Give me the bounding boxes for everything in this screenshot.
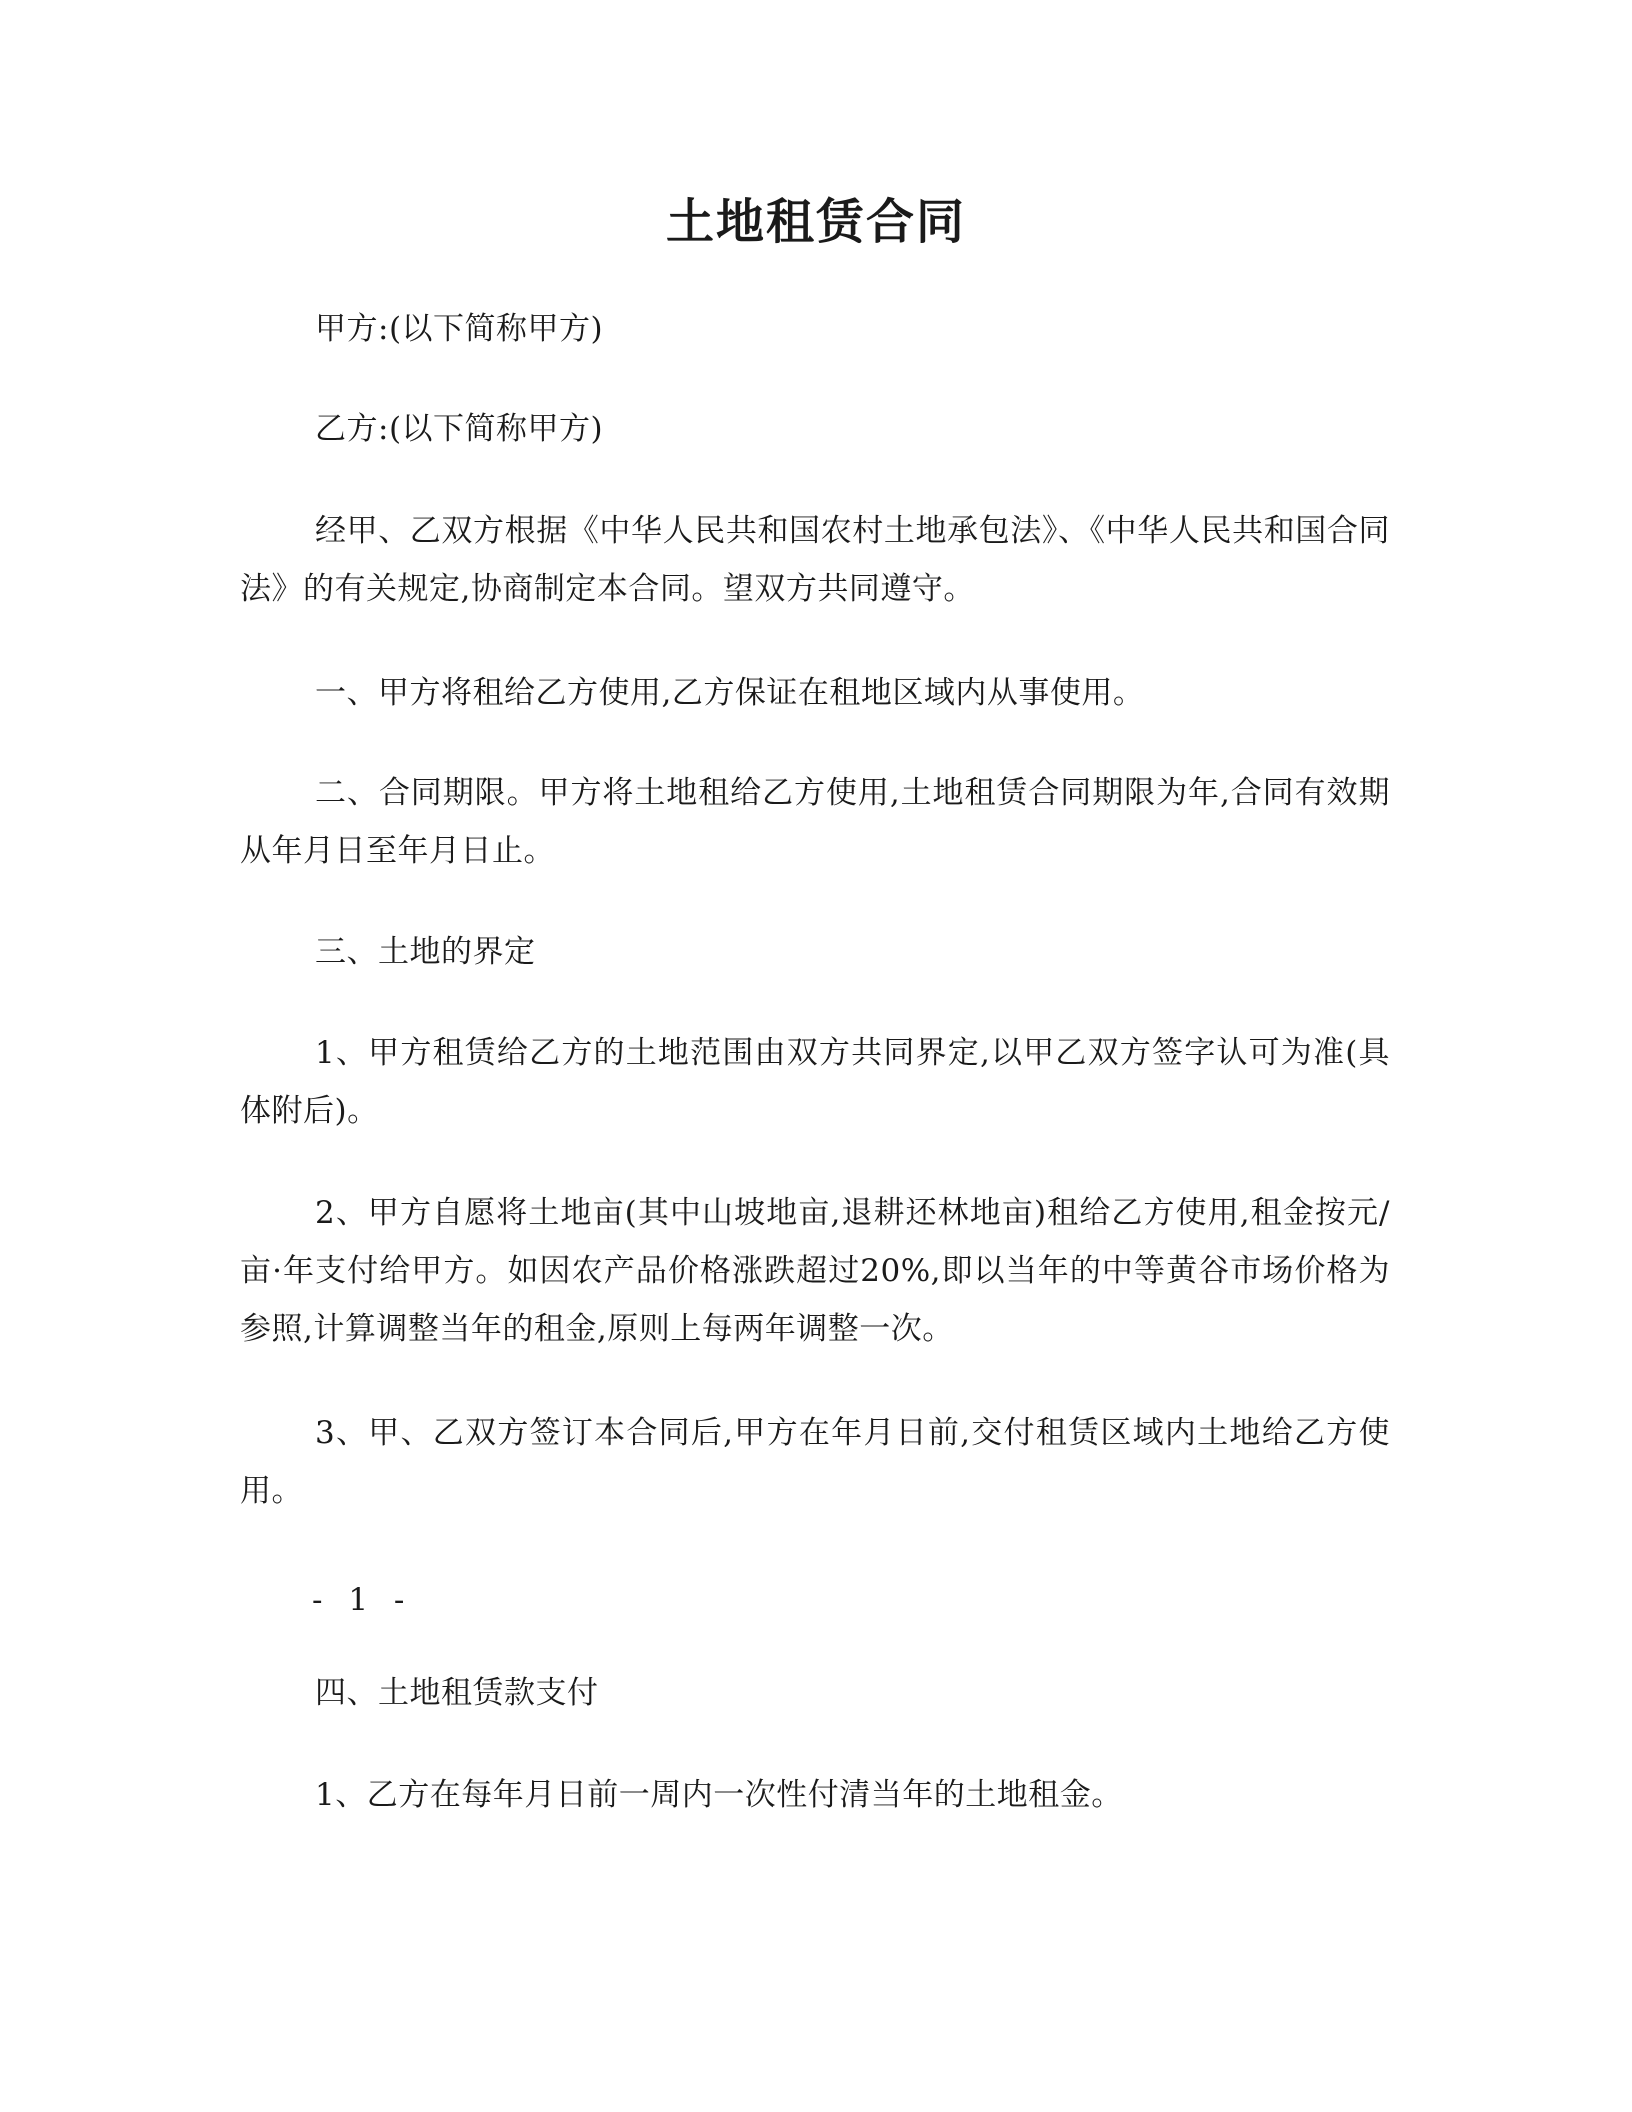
preamble-paragraph: 经甲、乙双方根据《中华人民共和国农村土地承包法》、《中华人民共和国合同法》的有关规定,协商制定本合同。望双方共同遵守。 [240,513,1390,607]
clause-3-2-paragraph: 2、甲方自愿将土地亩(其中山坡地亩,退耕还林地亩)租给乙方使用,租金按元/亩·年支付给甲方。如因农产品价格涨跌超过20%,即以当年的中等黄谷市场价格为参照,计算调整当年的租金,原则上每两年调整一次。 [240,1195,1390,1347]
party-b-line: 乙方:(以下简称甲方) [315,411,604,447]
party-a-line: 甲方:(以下简称甲方) [315,311,604,347]
clause-4-1-paragraph: 1、乙方在每年月日前一周内一次性付清当年的土地租金。 [315,1777,1123,1813]
clause-3-heading: 三、土地的界定 [315,934,536,970]
clause-2-paragraph: 二、合同期限。甲方将土地租给乙方使用,土地租赁合同期限为年,合同有效期从年月日至年月日止。 [240,775,1390,869]
clause-3-3-paragraph: 3、甲、乙双方签订本合同后,甲方在年月日前,交付租赁区域内土地给乙方使用。 [240,1415,1390,1509]
clause-4-heading: 四、土地租赁款支付 [315,1675,599,1711]
page-number: - 1 - [312,1582,413,1618]
clause-3-1-paragraph: 1、甲方租赁给乙方的土地范围由双方共同界定,以甲乙双方签字认可为准(具体附后)。 [240,1035,1390,1129]
clause-1-paragraph: 一、甲方将租给乙方使用,乙方保证在租地区域内从事使用。 [315,675,1145,711]
document-title: 土地租赁合同 [665,194,966,250]
